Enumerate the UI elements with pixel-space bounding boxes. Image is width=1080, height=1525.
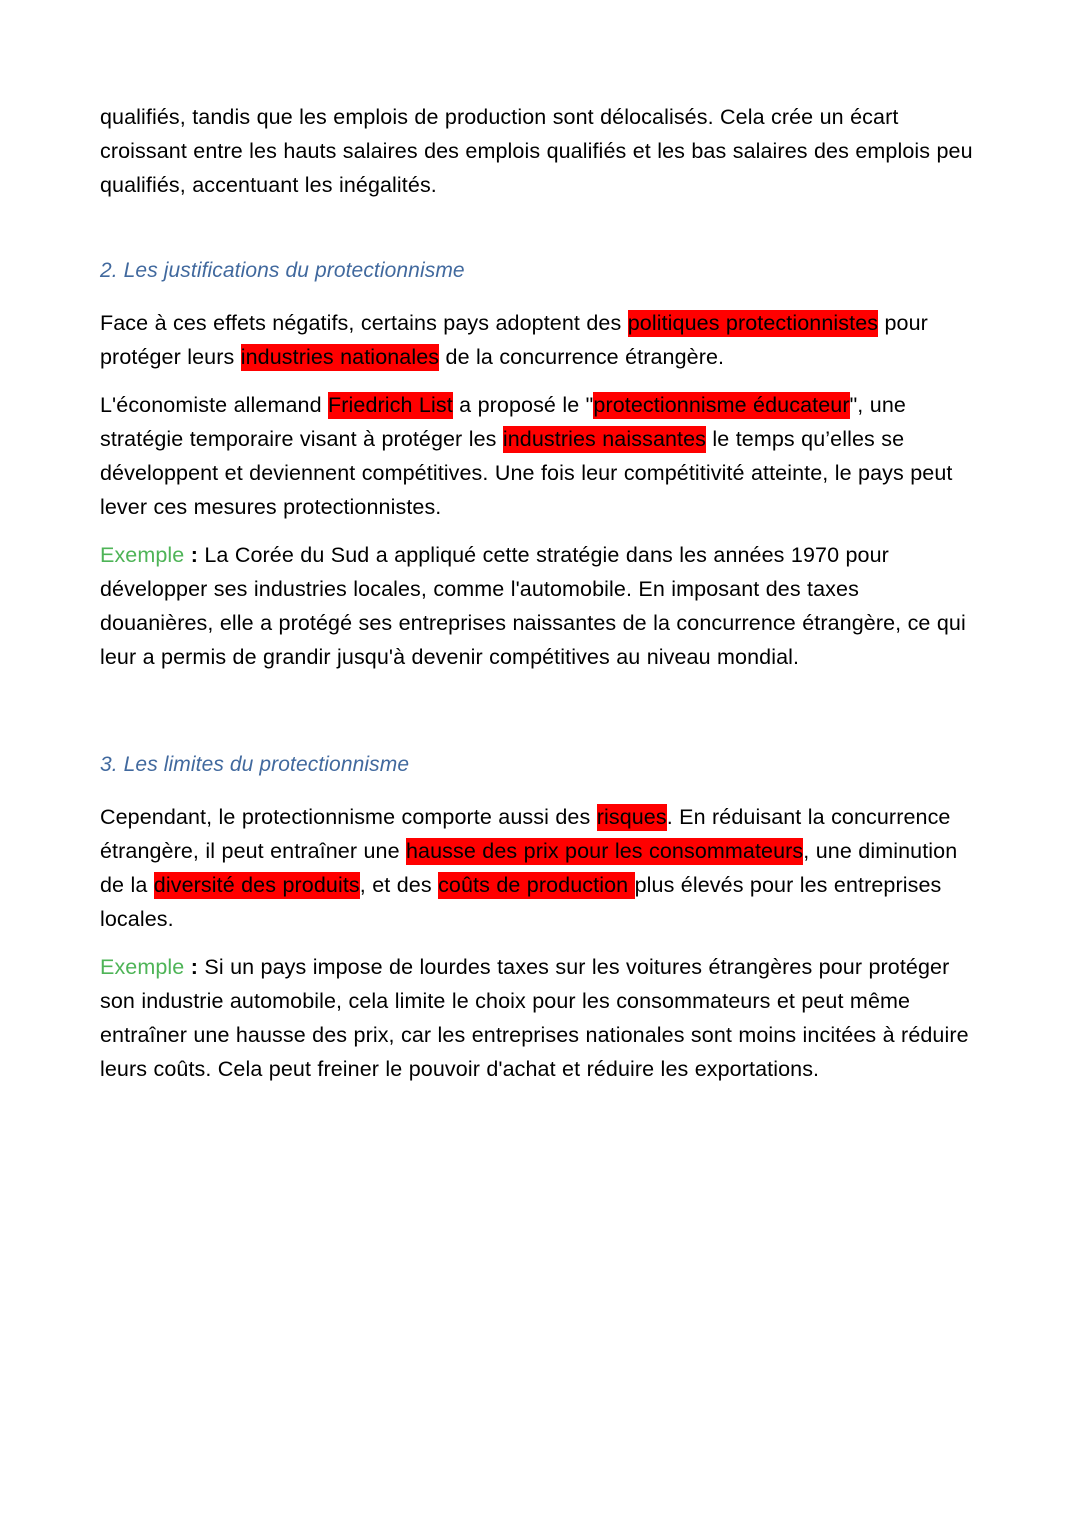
example-label: Exemple: [100, 543, 185, 567]
highlighted-text: industries naissantes: [502, 427, 707, 451]
highlighted-text: protectionnisme éducateur: [593, 393, 850, 417]
highlighted-text: Friedrich List: [328, 393, 453, 417]
section-heading-2: 2. Les justifications du protectionnisme: [100, 259, 465, 282]
example-colon: :: [184, 955, 198, 979]
intro-paragraph: qualifiés, tandis que les emplois de production sont délocalisés. Cela crée un écart croissant entre les hauts salaires des emplois qualifiés et les bas salaires des emplois peu qualifiés, accentuant les inégalités.: [100, 105, 973, 197]
paragraph-example-car-taxes: Exemple : Si un pays impose de lourdes taxes sur les voitures étrangères pour protéger son industrie automobile, cela limite le choix pour les consommateurs et peut même entraîner une hausse des prix, car les entreprises nationales sont moins incitées à réduire leurs coûts. Cela peut freiner le pouvoir d'achat et réduire les exportations.: [100, 955, 969, 1081]
highlighted-text: diversité des produits: [153, 873, 360, 897]
paragraph-friedrich-list: L'économiste allemand Friedrich List a proposé le "protectionnisme éducateur", une stratégie temporaire visant à protéger les industries naissantes le temps qu’elles se développent et deviennent compétitives. Une fois leur compétitivité atteinte, le pays peut lever ces mesures protectionnistes.: [100, 393, 953, 519]
paragraph-protectionist-policies: Face à ces effets négatifs, certains pays adoptent des politiques protectionnistes pour protéger leurs industries nationales de la concurrence étrangère.: [100, 311, 928, 369]
document-body: [100, 100, 978, 1086]
paragraph-protectionism-risks: Cependant, le protectionnisme comporte aussi des risques. En réduisant la concurrence étrangère, il peut entraîner une hausse des prix pour les consommateurs, une diminution de la diversité des produits, et des coûts de production plus élevés pour les entreprises locales.: [100, 805, 958, 931]
section-spacer: [100, 688, 978, 750]
section-heading-3: 3. Les limites du protectionnisme: [100, 753, 410, 776]
example-colon: :: [184, 543, 198, 567]
highlighted-text: risques: [596, 805, 667, 829]
highlighted-text: industries nationales: [240, 345, 440, 369]
highlighted-text: politiques protectionnistes: [627, 311, 879, 335]
example-label: Exemple: [100, 955, 185, 979]
section-spacer: [100, 202, 978, 256]
paragraph-example-south-korea: Exemple : La Corée du Sud a appliqué cette stratégie dans les années 1970 pour développer ses industries locales, comme l'automobile. En imposant des taxes douanières, elle a protégé ses entreprises naissantes de la concurrence étrangère, ce qui leur a permis de grandir jusqu'à devenir compétitives au niveau mondial.: [100, 543, 966, 669]
highlighted-text: hausse des prix pour les consommateurs: [406, 839, 804, 863]
highlighted-text: coûts de production: [438, 873, 635, 897]
